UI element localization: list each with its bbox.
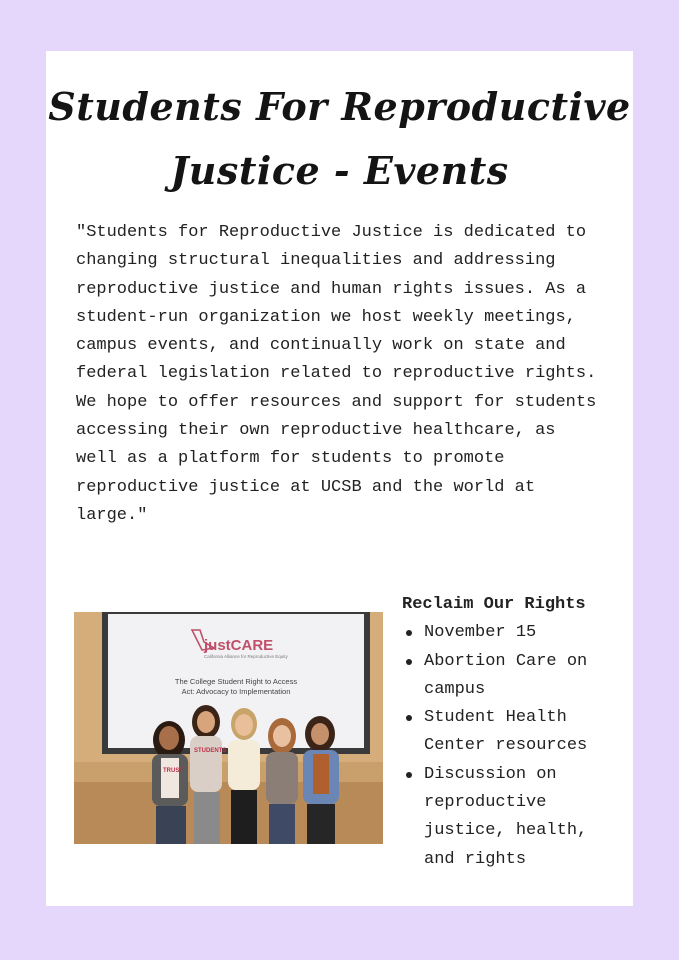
- bullet-icon: [406, 715, 412, 721]
- person-5: [303, 716, 339, 844]
- flyer-card: [46, 51, 633, 906]
- screen-subtitle: California Alliance for Reproductive Equity: [204, 654, 288, 659]
- list-item-text: Discussion on reproductive justice, health, and rights: [424, 764, 588, 869]
- event-details: [402, 591, 627, 874]
- list-item: [402, 648, 627, 705]
- person-1: [152, 721, 188, 844]
- list-item-text: November 15: [424, 623, 537, 643]
- intro-paragraph: "Students for Reproductive Justice is dedicated to changing structural inequalities and addressing reproductive justice and human rights issues. As a student-run organization we host weekly meetings, campus events, and continually work on state and federal legislation related to reproductive rights. We hope to offer resources and support for students accessing their own reproductive healthcare, as well as a platform for students to promote reproductive justice at UCSB and the world at large.": [76, 223, 597, 525]
- person-4: [266, 718, 298, 844]
- event-list: [402, 619, 627, 874]
- list-item: [402, 619, 627, 647]
- bullet-icon: [406, 772, 412, 778]
- page-title: [46, 75, 633, 203]
- event-title: Reclaim Our Rights: [402, 595, 586, 614]
- shirt-text: TRUST: [163, 768, 183, 774]
- list-item: [402, 704, 627, 761]
- person-3: [228, 708, 260, 844]
- screen-line-2: Act: Advocacy to Implementation: [181, 687, 291, 696]
- title-line-2: Justice - Events: [170, 148, 509, 193]
- list-item: [402, 761, 627, 874]
- screen-line-1: The College Student Right to Access: [174, 677, 298, 686]
- screen-logo: justCARE: [204, 637, 274, 654]
- event-photo: [74, 612, 383, 844]
- list-item-text: Abortion Care on campus: [424, 651, 588, 699]
- title-line-1: Students For Reproductive: [48, 84, 631, 129]
- bullet-icon: [406, 630, 412, 636]
- list-item-text: Student Health Center resources: [424, 708, 588, 756]
- shirt-text-2: STUDENTS: [194, 748, 227, 754]
- bullet-icon: [406, 659, 412, 665]
